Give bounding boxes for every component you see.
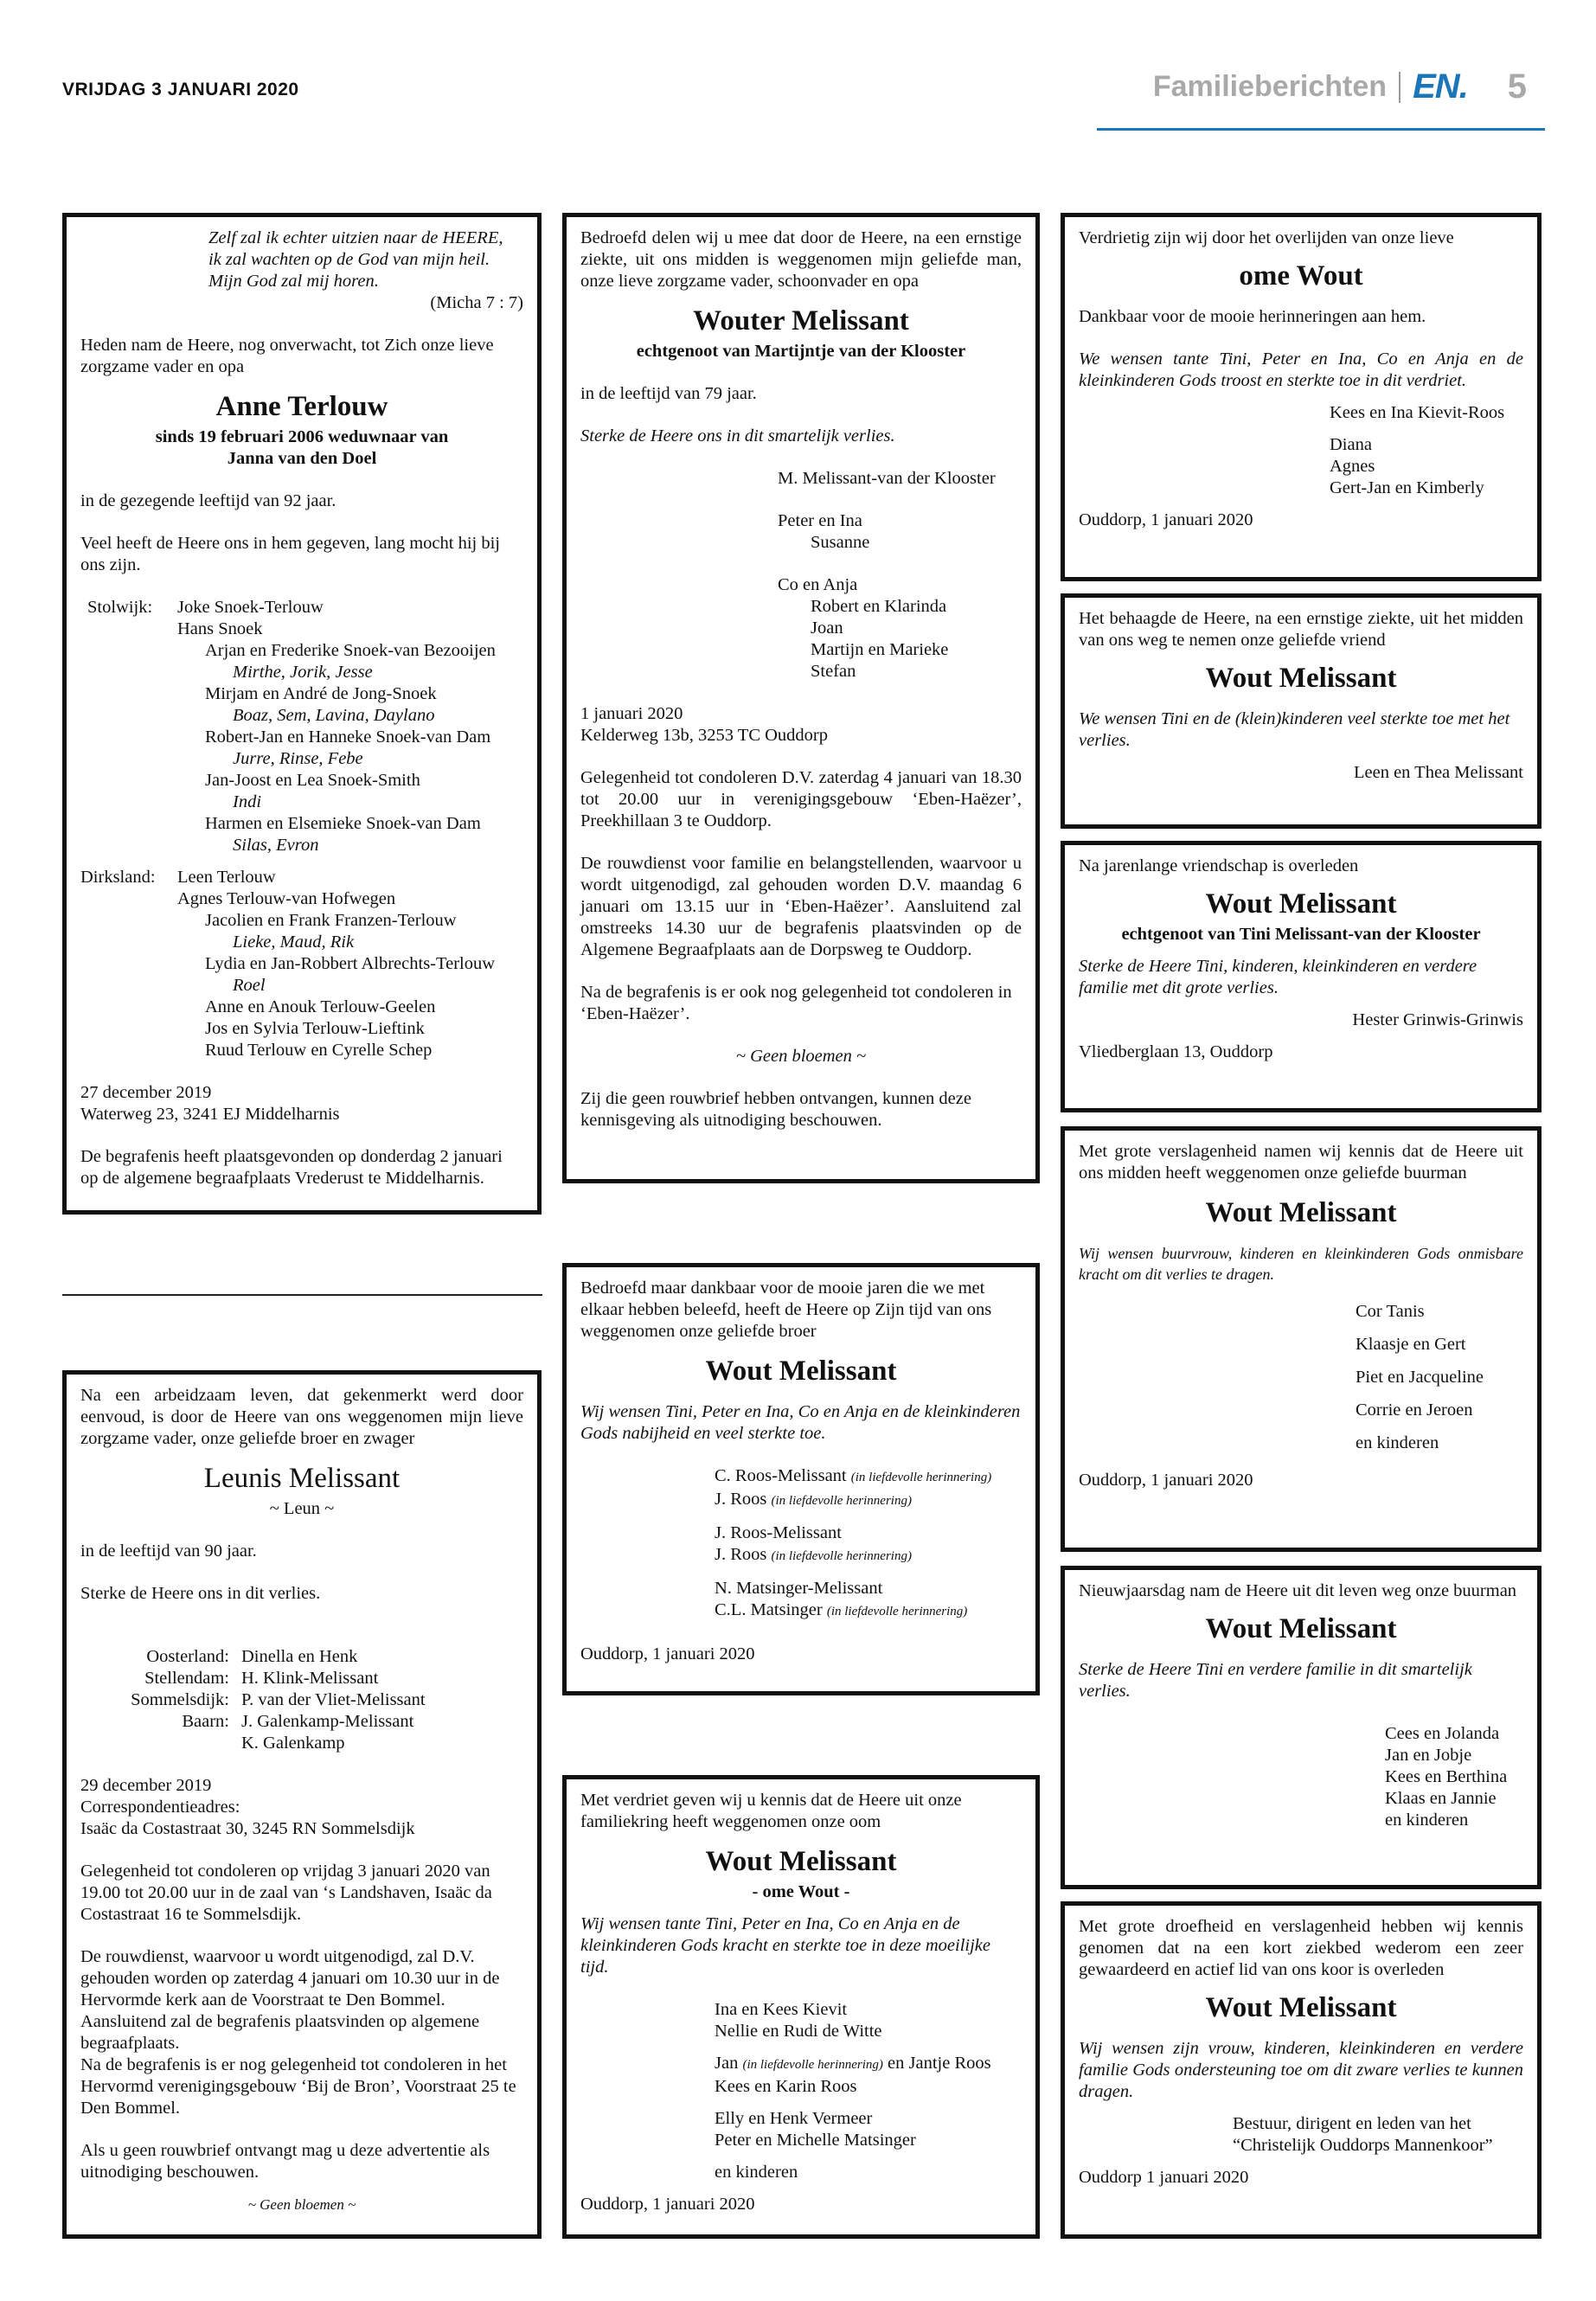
family-line: Harmen en Elsemieke Snoek-van Dam — [205, 814, 481, 833]
age-text: in de leeftijd van 90 jaar. — [80, 1541, 257, 1561]
body-text: Wij wensen Tini, Peter en Ina, Co en Anja en de kleinkinderen Gods nabijheid en veel sterkte toe. — [580, 1402, 1021, 1443]
obituary-wout-buurman-1 — [1061, 1126, 1542, 1552]
condolence-text: Gelegenheid tot condoleren D.V. zaterdag 4 januari van 18.30 tot 20.00 uur in verenigingsgebouw ‘Eben-Haëzer’, Preekhillaan 3 te Ouddorp. — [580, 768, 1022, 830]
family-line: Ina en Kees Kievit — [715, 2000, 848, 2019]
place-label: Sommelsdijk: — [131, 1690, 229, 1709]
place-label: Oosterland: — [146, 1647, 229, 1666]
obituary-wout-broer — [562, 1263, 1040, 1695]
family-list — [580, 468, 1022, 683]
family-line: M. Melissant-van der Klooster — [778, 469, 996, 488]
deceased-name: ome Wout — [1239, 260, 1363, 292]
nickname: ~ Leun ~ — [269, 1499, 335, 1518]
funeral-text: De begrafenis heeft plaatsgevonden op donderdag 2 januari op de algemene begraafplaats Vrederust te Middelharnis. — [80, 1147, 503, 1188]
family-line — [715, 1465, 1022, 1489]
family-list — [1079, 402, 1523, 499]
obituary-wout-oom — [562, 1775, 1040, 2239]
memory-note: (in liefdevolle herinnering) — [850, 1471, 992, 1484]
family-line: Joan — [811, 619, 843, 638]
family-line: Jan-Joost en Lea Snoek-Smith — [205, 771, 420, 790]
family-line: Kees en Ina Kievit-Roos — [1330, 403, 1505, 422]
family-line: Leen Terlouw — [177, 868, 276, 887]
body-text: Veel heeft de Heere ons in hem gegeven, lang mocht hij bij ons zijn. — [80, 534, 501, 574]
intro-text: Met grote droefheid en verslagenheid hebben wij kennis genomen dat na een kort ziekbed wederom een zeer gewaardeerd en actief lid van ons koor is overleden — [1079, 1917, 1523, 1979]
subtitle-line: sinds 19 februari 2006 weduwnaar van — [155, 427, 449, 446]
correspondence-label: Correspondentieadres: — [80, 1798, 240, 1817]
family-line: en kinderen — [1385, 1811, 1469, 1830]
memory-note: (in liefdevolle herinnering) — [826, 1605, 968, 1618]
family-line: Peter en Ina — [778, 511, 862, 530]
footer-place-date: Ouddorp 1 januari 2020 — [1079, 2168, 1249, 2187]
family-list — [1079, 1295, 1523, 1459]
address-text: Kelderweg 13b, 3253 TC Ouddorp — [580, 726, 829, 745]
no-flowers: ~ Geen bloemen ~ — [735, 1047, 867, 1066]
family-name: C. Roos-Melissant — [715, 1466, 847, 1485]
intro-text: Na een arbeidzaam leven, dat gekenmerkt werd door eenvoud, is door de Heere van ons weggenomen mijn lieve zorgzame vader, onze geliefde broer en zwager — [80, 1386, 523, 1448]
footer-place-date: Ouddorp, 1 januari 2020 — [1079, 1471, 1253, 1490]
no-flowers: ~ Geen bloemen ~ — [247, 2196, 356, 2213]
intro-text: Verdrietig zijn wij door het overlijden van onze lieve — [1079, 228, 1454, 247]
note-text: Zij die geen rouwbrief hebben ontvangen, kunnen deze kennisgeving als uitnodiging beschouwen. — [580, 1089, 971, 1130]
deceased-name: Leunis Melissant — [203, 1463, 401, 1494]
spouse-line: echtgenoot van Martijntje van der Klooster — [636, 342, 966, 361]
family-line: en kinderen — [715, 2163, 798, 2182]
signature: Hester Grinwis-Grinwis — [1352, 1010, 1523, 1029]
verse-reference: (Micha 7 : 7) — [430, 293, 523, 312]
body-text: Sterke de Heere ons in dit smartelijk verlies. — [580, 426, 895, 445]
body-text: We wensen tante Tini, Peter en Ina, Co en Anja en de kleinkinderen Gods troost en sterkte toe in dit verdriet. — [1079, 349, 1523, 390]
footer-place-date: Ouddorp, 1 januari 2020 — [580, 2195, 755, 2214]
family-line: Cor Tanis — [1356, 1302, 1425, 1321]
age-text: in de gezegende leeftijd van 92 jaar. — [80, 491, 337, 510]
correspondence-address: Isaäc da Costastraat 30, 3245 RN Sommelsdijk — [80, 1819, 415, 1838]
age-text: in de leeftijd van 79 jaar. — [580, 384, 757, 403]
header-date: VRIJDAG 3 JANUARI 2020 — [62, 80, 299, 99]
family-name: Jan — [715, 2054, 739, 2073]
signature: “Christelijk Ouddorps Mannenkoor” — [1233, 2136, 1493, 2155]
family-line: Gert-Jan en Kimberly — [1330, 478, 1484, 497]
family-line: Corrie en Jeroen — [1356, 1400, 1473, 1420]
family-line: Martijn en Marieke — [811, 640, 949, 659]
deceased-name: Wout Melissant — [1205, 1992, 1397, 2023]
family-line: Stefan — [811, 662, 856, 681]
verse-line: Mijn God zal mij horen. — [208, 272, 379, 291]
deceased-name: Wout Melissant — [705, 1846, 897, 1877]
body-text: Sterke de Heere Tini, kinderen, kleinkinderen en verdere familie met dit grote verlies. — [1079, 957, 1477, 997]
obituary-wout-koor — [1061, 1901, 1542, 2239]
family-line — [715, 1544, 1022, 1567]
verse-line: Zelf zal ik echter uitzien naar de HEERE, — [208, 228, 503, 247]
subtitle-line: Janna van den Doel — [227, 449, 377, 468]
place-label: Dirksland: — [80, 868, 156, 887]
obituary-wout-buurman-2 — [1061, 1566, 1542, 1889]
address-text: Waterweg 23, 3241 EJ Middelharnis — [80, 1105, 340, 1124]
intro-text: Bedroefd maar dankbaar voor de mooie jaren die we met elkaar hebben beleefd, heeft de Heere op Zijn tijd van ons weggenomen onze geliefde broer — [580, 1279, 992, 1341]
page-number: 5 — [1507, 67, 1527, 106]
section-title: Familieberichten — [1152, 70, 1388, 103]
deceased-name: Wout Melissant — [705, 1356, 897, 1387]
family-line: Klaas en Jannie — [1385, 1789, 1497, 1808]
obituary-anne-terlouw — [62, 213, 542, 1215]
family-line: Piet en Jacqueline — [1356, 1368, 1484, 1387]
family-line: Ruud Terlouw en Cyrelle Schep — [205, 1041, 433, 1060]
date-text: 1 januari 2020 — [580, 704, 683, 723]
intro-text: Bedroefd delen wij u mee dat door de Heere, na een ernstige ziekte, uit ons midden is weggenomen mijn geliefde man, onze lieve zorgzame vader, schoonvader en opa — [580, 228, 1022, 291]
family-line: Klaasje en Gert — [1356, 1335, 1466, 1354]
family-line: Diana — [1330, 435, 1372, 454]
date-text: 29 december 2019 — [80, 1776, 212, 1795]
intro-text: Met verdriet geven wij u kennis dat de Heere uit onze familiekring heeft weggenomen onze oom — [580, 1791, 962, 1831]
header-separator — [1399, 72, 1401, 103]
family-name: C.L. Matsinger — [715, 1600, 823, 1619]
condolence-text: Gelegenheid tot condoleren op vrijdag 3 januari 2020 van 19.00 tot 20.00 uur in de zaal van ‘s Landshaven, Isaäc da Costastraat 16 te Sommelsdijk. — [80, 1862, 492, 1924]
family-line: Nellie en Rudi de Witte — [715, 2022, 882, 2041]
date-text: 27 december 2019 — [80, 1083, 212, 1102]
family-line: Arjan en Frederike Snoek-van Bezooijen — [205, 641, 496, 660]
family-line — [715, 2053, 1022, 2076]
intro-text: Met grote verslagenheid namen wij kennis dat de Heere uit ons midden heeft weggenomen onze geliefde buurman — [1079, 1142, 1523, 1183]
header-rule — [1097, 128, 1545, 131]
family-line: Peter en Michelle Matsinger — [715, 2131, 916, 2150]
family-list — [1079, 1723, 1523, 1831]
family-line: J. Roos-Melissant — [715, 1523, 842, 1542]
family-line: Robert-Jan en Hanneke Snoek-van Dam — [205, 727, 491, 747]
intro-text: Na jarenlange vriendschap is overleden — [1079, 856, 1359, 875]
family-line: Mirjam en André de Jong-Snoek — [205, 684, 437, 703]
deceased-name: Wout Melissant — [1205, 888, 1397, 920]
family-line: K. Galenkamp — [241, 1734, 345, 1753]
spouse-line: echtgenoot van Tini Melissant-van der Klooster — [1121, 925, 1481, 944]
family-name: J. Roos — [715, 1490, 767, 1509]
obituary-wout-vriendschap — [1061, 841, 1542, 1112]
note-text: Als u geen rouwbrief ontvangt mag u deze advertentie als uitnodiging beschouwen. — [80, 2141, 490, 2182]
family-line: Indi — [233, 792, 262, 811]
body-text: Sterke de Heere ons in dit verlies. — [80, 1584, 321, 1603]
family-line: Susanne — [811, 533, 870, 552]
obituary-wouter-melissant — [562, 213, 1040, 1183]
deceased-name: Wout Melissant — [1205, 1197, 1397, 1228]
service-text: De rouwdienst, waarvoor u wordt uitgenodigd, zal D.V. gehouden worden op zaterdag 4 januari om 10.30 uur in de Hervormde kerk aan de Voorstraat te Den Bommel. Aansluitend zal de begrafenis plaatsvinden op algemene begraafplaats. — [80, 1947, 500, 2053]
after-funeral-text: Na de begrafenis is er nog gelegenheid tot condoleren in het Hervormd verenigingsgebouw ‘Bij de Bron’, Voorstraat 25 te Den Bommel. — [80, 2055, 516, 2118]
family-line: Jacolien en Frank Franzen-Terlouw — [205, 911, 457, 930]
memory-note: (in liefdevolle herinnering) — [771, 1549, 912, 1563]
family-line: Dinella en Henk — [241, 1647, 358, 1666]
newspaper-logo: EN. — [1413, 67, 1468, 106]
column-divider — [62, 1294, 542, 1296]
family-list-stolwijk — [80, 597, 523, 856]
family-line: Kees en Karin Roos — [715, 2077, 857, 2096]
obituary-wout-vriend — [1061, 593, 1542, 829]
family-list — [580, 1999, 1022, 2183]
intro-text: Het behaagde de Heere, na een ernstige ziekte, uit het midden van ons weg te nemen onze geliefde vriend — [1079, 609, 1523, 650]
body-text: Wij wensen buurvrouw, kinderen en kleinkinderen Gods onmisbare kracht om dit verlies te dragen. — [1079, 1245, 1523, 1283]
family-line: Boaz, Sem, Lavina, Daylano — [233, 706, 435, 725]
family-line: Jan en Jobje — [1385, 1746, 1472, 1765]
family-line: Lydia en Jan-Robbert Albrechts-Terlouw — [205, 954, 496, 973]
family-line — [715, 1599, 1022, 1623]
family-line: Co en Anja — [778, 575, 858, 594]
memory-note: (in liefdevolle herinnering) — [742, 2058, 883, 2072]
family-line: Robert en Klarinda — [811, 597, 947, 616]
service-text: De rouwdienst voor familie en belangstellenden, waarvoor u wordt uitgenodigd, zal gehouden worden D.V. maandag 6 januari om 13.15 uur in ‘Eben-Haëzer’. Aansluitend zal omstreeks 14.30 uur de begrafenis plaatsvinden op de Algemene Begraafplaats aan de Dorpsweg te Ouddorp. — [580, 854, 1022, 959]
deceased-name: Anne Terlouw — [215, 391, 388, 422]
family-line: Cees en Jolanda — [1385, 1724, 1500, 1743]
place-label: Stolwijk: — [87, 598, 153, 617]
family-line: Jurre, Rinse, Febe — [233, 749, 363, 768]
verse-line: ik zal wachten op de God van mijn heil. — [208, 250, 490, 269]
family-line: H. Klink-Melissant — [241, 1669, 379, 1688]
signature-block — [1079, 2113, 1523, 2157]
intro-text: Heden nam de Heere, nog onverwacht, tot Zich onze lieve zorgzame vader en opa — [80, 336, 494, 376]
family-line: Mirthe, Jorik, Jesse — [233, 663, 373, 682]
family-line: P. van der Vliet-Melissant — [241, 1690, 426, 1709]
family-list-dirksland — [80, 867, 523, 1061]
deceased-name: Wout Melissant — [1205, 663, 1397, 694]
family-line: Agnes Terlouw-van Hofwegen — [177, 889, 396, 908]
deceased-name: Wouter Melissant — [693, 305, 909, 336]
family-name: J. Roos — [715, 1545, 767, 1564]
family-line: Hans Snoek — [177, 619, 263, 638]
family-line: J. Galenkamp-Melissant — [241, 1712, 414, 1731]
body-text: Dankbaar voor de mooie herinneringen aan hem. — [1079, 307, 1426, 326]
footer-address: Vliedberglaan 13, Ouddorp — [1079, 1042, 1273, 1061]
family-line — [715, 1489, 1022, 1512]
body-text: Wij wensen zijn vrouw, kinderen, kleinkinderen en verdere familie Gods ondersteuning toe om dit zware verlies te kunnen dragen. — [1079, 2039, 1523, 2101]
obituary-ome-wout — [1061, 213, 1542, 581]
place-label: Stellendam: — [144, 1669, 229, 1688]
family-list — [80, 1646, 523, 1754]
family-line: en kinderen — [1356, 1433, 1439, 1452]
family-line: Agnes — [1330, 457, 1375, 476]
signature: Leen en Thea Melissant — [1353, 763, 1523, 782]
footer-place-date: Ouddorp, 1 januari 2020 — [580, 1644, 755, 1663]
body-text: Sterke de Heere Tini en verdere familie in dit smartelijk verlies. — [1079, 1660, 1472, 1701]
family-line: Joke Snoek-Terlouw — [177, 598, 324, 617]
body-text: We wensen Tini en de (klein)kinderen veel sterkte toe met het verlies. — [1079, 709, 1510, 750]
family-list — [580, 1465, 1022, 1623]
place-label: Baarn: — [182, 1712, 229, 1731]
family-name: en Jantje Roos — [888, 2054, 991, 2073]
after-funeral-text: Na de begrafenis is er ook nog gelegenheid tot condoleren in ‘Eben-Haëzer’. — [580, 983, 1012, 1023]
footer-place-date: Ouddorp, 1 januari 2020 — [1079, 510, 1253, 529]
family-line: Anne en Anouk Terlouw-Geelen — [205, 997, 436, 1016]
family-line: Kees en Berthina — [1385, 1767, 1508, 1786]
signature: Bestuur, dirigent en leden van het — [1233, 2114, 1471, 2133]
family-line: Silas, Evron — [233, 836, 319, 855]
memory-note: (in liefdevolle herinnering) — [771, 1494, 912, 1508]
family-line: Jos en Sylvia Terlouw-Lieftink — [205, 1019, 425, 1038]
nickname: - ome Wout - — [752, 1882, 850, 1901]
body-text: Wij wensen tante Tini, Peter en Ina, Co en Anja en de kleinkinderen Gods kracht en sterkte toe in deze moeilijke tijd. — [580, 1914, 990, 1977]
intro-text: Nieuwjaarsdag nam de Heere uit dit leven weg onze buurman — [1079, 1581, 1517, 1600]
header-right — [1153, 67, 1527, 106]
obituary-leunis-melissant — [62, 1370, 542, 2239]
family-line: N. Matsinger-Melissant — [715, 1579, 883, 1598]
family-line: Lieke, Maud, Rik — [233, 933, 355, 952]
family-line: Roel — [233, 976, 266, 995]
deceased-name: Wout Melissant — [1205, 1613, 1397, 1644]
family-line: Elly en Henk Vermeer — [715, 2109, 873, 2128]
